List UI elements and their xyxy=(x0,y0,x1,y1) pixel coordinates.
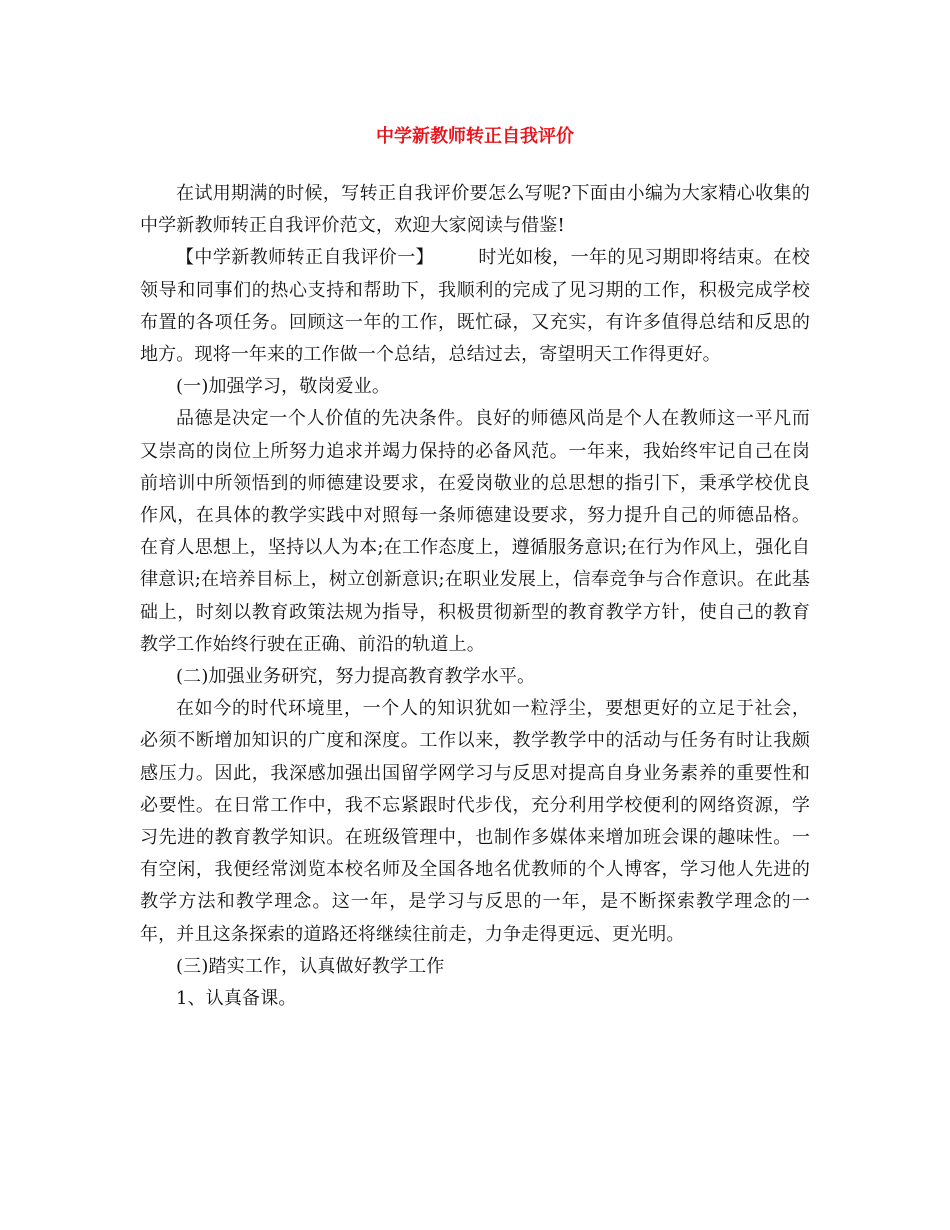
heading-three: (三)踏实工作，认真做好教学工作 xyxy=(176,955,445,977)
heading-prepare-lessons: 1、认真备课。 xyxy=(176,988,297,1010)
research-paragraph: 在如今的时代环境里，一个人的知识犹如一粒浮尘，要想更好的立足于社会，必须不断增加知识的广度和深度。工作以来，教学教学中的活动与任务有时让我颇感压力。因此，我深感加强出国留学网学习与反思对提高自身业务素养的重要性和必要性。在日常工作中，我不忘紧跟时代步伐，充分利用学校便利的网络资源，学习先进的教育教学知识。在班级管理中，也制作多媒体来增加班会课的趣味性。一有空闲，我便经常浏览本校名师及全国各地名优教师的个人博客，学习他人先进的教学方法和教学理念。这一年，是学习与反思的一年，是不断探索教学理念的一年，并且这条探索的道路还将继续往前走，力争走得更远、更光明。 xyxy=(140,698,810,945)
heading-two: (二)加强业务研究，努力提高教育教学水平。 xyxy=(176,666,536,688)
heading-one: (一)加强学习，敬岗爱业。 xyxy=(176,376,390,398)
section-one-text: 时光如梭，一年的见习期即将结束。在校领导和同事们的热心支持和帮助下，我顺利的完成了见习期的工作，积极完成学校布置的各项任务。回顾这一年的工作，既忙碌，又充实，有许多值得总结和反思的地方。现将一年来的工作做一个总结，总结过去，寄望明天工作得更好。 xyxy=(140,247,810,366)
document-title: 中学新教师转正自我评价 xyxy=(376,126,574,147)
ethics-paragraph: 品德是决定一个人价值的先决条件。良好的师德风尚是个人在教师这一平凡而又崇高的岗位上所努力追求并竭力保持的必备风范。一年来，我始终牢记自己在岗前培训中所领悟到的师德建设要求，在爱岗敬业的总思想的指引下，秉承学校优良作风，在具体的教学实践中对照每一条师德建设要求，努力提升自己的师德品格。在育人思想上，坚持以人为本;在工作态度上，遵循服务意识;在行为作风上，强化自律意识;在培养目标上，树立创新意识;在职业发展上，信奉竞争与合作意识。在此基础上，时刻以教育政策法规为指导，积极贯彻新型的教育教学方针，使自己的教育教学工作始终行驶在正确、前沿的轨道上。 xyxy=(140,408,810,655)
document-body xyxy=(140,178,810,1015)
section-one-label: 【中学新教师转正自我评价一】 xyxy=(176,247,435,269)
section-one-paragraph xyxy=(140,242,810,371)
intro-paragraph: 在试用期满的时候，写转正自我评价要怎么写呢?下面由小编为大家精心收集的中学新教师转正自我评价范文，欢迎大家阅读与借鉴! xyxy=(140,183,810,237)
